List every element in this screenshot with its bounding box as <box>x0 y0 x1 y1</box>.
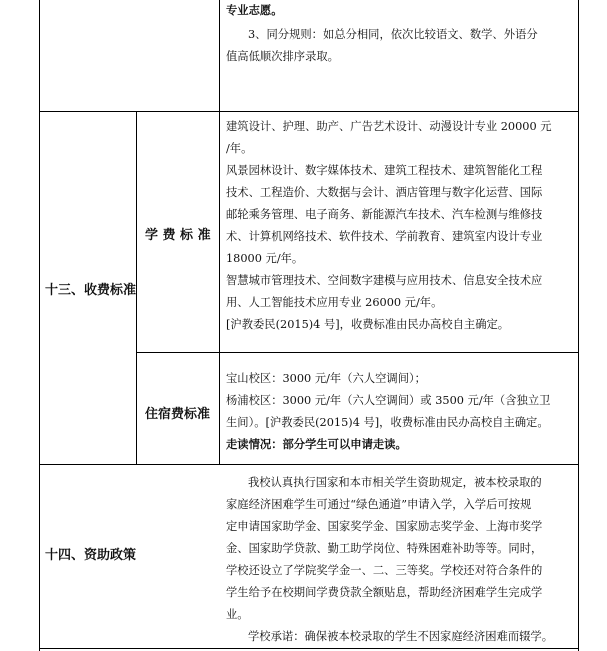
aid-line: 学校还设立了学院奖学金一、二、三等奖。学校还对符合条件的 <box>226 564 543 577</box>
aid-line: 学校承诺：确保被本校录取的学生不因家庭经济困难而辍学。 <box>248 630 554 643</box>
row-divider-3 <box>39 464 579 465</box>
section-14-label: 十四、资助政策 <box>45 548 137 563</box>
tuition-line: 技术、工程造价、大数据与会计、酒店管理与数字化运营、国际 <box>226 186 543 199</box>
top-line-1: 专业志愿。 <box>226 4 283 17</box>
tuition-line: 术、计算机网络技术、软件技术、学前教育、建筑室内设计专业 <box>226 230 543 243</box>
tuition-label: 学 费 标 准 <box>145 228 211 243</box>
tuition-line: 建筑设计、护理、助产、广告艺术设计、动漫设计专业 20000 元 <box>226 120 552 133</box>
dorm-fee-label: 住宿费标准 <box>145 407 211 422</box>
aid-line: 我校认真执行国家和本市相关学生资助规定，被本校录取的 <box>248 476 542 489</box>
subcategory-column-divider <box>136 111 137 464</box>
tuition-line: /年。 <box>226 142 253 155</box>
dorm-line: 宝山校区：3000 元/年（六人空调间）； <box>226 372 426 385</box>
top-line-2: 3、同分规则：如总分相同，依次比较语文、数学、外语分 <box>248 28 538 41</box>
dorm-line: 生间）。[沪教委民(2015)4 号]，收费标准由民办高校自主确定。 <box>226 416 549 429</box>
row-divider-2 <box>136 352 579 353</box>
tuition-line: [沪教委民(2015)4 号]，收费标准由民办高校自主确定。 <box>226 318 510 331</box>
tuition-line: 智慧城市管理技术、空间数字建模与应用技术、信息安全技术应 <box>226 274 543 287</box>
aid-line: 学生给予在校期间学费贷款全额贴息，帮助经济困难学生完成学 <box>226 586 543 599</box>
aid-line: 家庭经济困难学生可通过“绿色通道”申请入学，入学后可按规 <box>226 498 532 511</box>
top-line-3: 值高低顺次排序录取。 <box>226 50 339 63</box>
table-bottom-border <box>39 648 579 649</box>
tuition-line: 邮轮乘务管理、电子商务、新能源汽车技术、汽车检测与维修技 <box>226 208 543 221</box>
tuition-line: 风景园林设计、数字媒体技术、建筑工程技术、建筑智能化工程 <box>226 164 543 177</box>
dorm-line-bold: 走读情况：部分学生可以申请走读。 <box>226 438 407 451</box>
dorm-line: 杨浦校区：3000 元/年（六人空调间）或 3500 元/年（含独立卫 <box>226 394 551 407</box>
aid-line: 业。 <box>226 608 249 621</box>
table-right-border <box>578 0 579 651</box>
aid-line: 定申请国家助学金、国家奖学金、国家励志奖学金、上海市奖学 <box>226 520 543 533</box>
aid-line: 金、国家助学贷款、勤工助学岗位、特殊困难补助等等。同时， <box>226 542 543 555</box>
section-13-label: 十三、收费标准 <box>45 283 137 298</box>
tuition-line: 18000 元/年。 <box>226 252 304 265</box>
content-column-divider <box>219 0 220 464</box>
row-divider-1 <box>39 111 579 112</box>
table-left-border <box>39 0 40 651</box>
tuition-line: 用、人工智能技术应用专业 26000 元/年。 <box>226 296 443 309</box>
